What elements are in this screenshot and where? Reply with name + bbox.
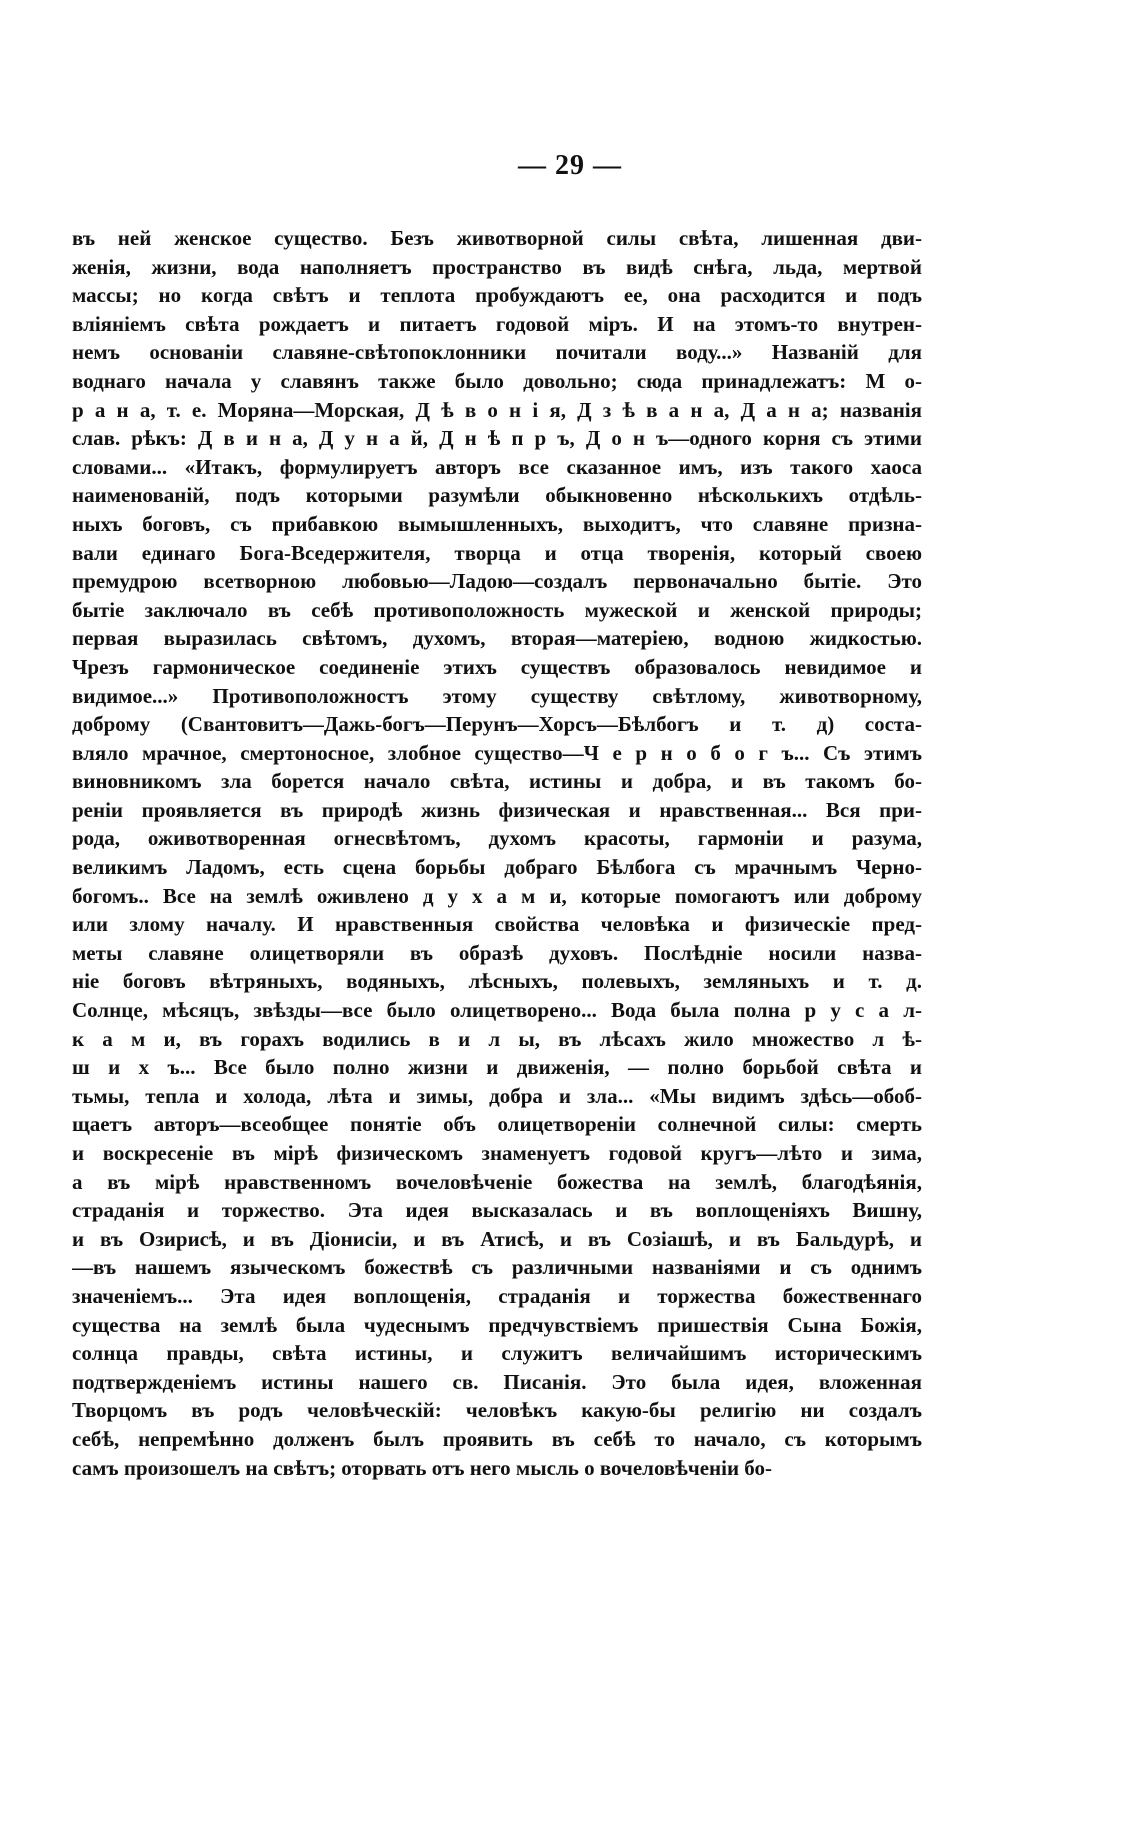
text-line: значеніемъ... Эта идея воплощенія, страданія и торжества божественнаго	[72, 1283, 922, 1308]
text-line: страданія и торжество. Эта идея высказалась и въ воплощеніяхъ Вишну,	[72, 1198, 922, 1223]
text-line: или злому началу. И нравственныя свойства человѣка и физическіе пред-	[72, 912, 922, 937]
text-line: меты славяне олицетворяли въ образѣ духовъ. Послѣдніе носили назва-	[72, 940, 922, 965]
text-line: себѣ, непремѣнно долженъ былъ проявить въ себѣ то начало, съ которымъ	[72, 1426, 922, 1451]
text-line: тьмы, тепла и холода, лѣта и зимы, добра и зла... «Мы видимъ здѣсь—обоб-	[72, 1083, 922, 1108]
text-line: —въ нашемъ языческомъ божествѣ съ различными названіями и съ однимъ	[72, 1255, 922, 1280]
text-line: женія, жизни, вода наполняетъ пространство въ видѣ снѣга, льда, мертвой	[72, 254, 922, 279]
text-line: щаетъ авторъ—всеобщее понятіе объ олицетвореніи солнечной силы: смерть	[72, 1112, 922, 1137]
text-line: к а м и, въ горахъ водились в и л ы, въ лѣсахъ жило множество л ѣ-	[72, 1026, 922, 1051]
text-line: Творцомъ въ родъ человѣческій: человѣкъ какую-бы религію ни создалъ	[72, 1398, 922, 1423]
text-line: немъ основаніи славяне-свѣтопоклонники почитали воду...» Названій для	[72, 340, 922, 365]
text-line: вляло мрачное, смертоносное, злобное существо—Ч е р н о б о г ъ... Съ этимъ	[72, 740, 922, 765]
text-line: а въ мірѣ нравственномъ вочеловѣченіе божества на землѣ, благодѣянія,	[72, 1169, 922, 1194]
body-text	[72, 224, 922, 1482]
text-line: ніе боговъ вѣтряныхъ, водяныхъ, лѣсныхъ, полевыхъ, земляныхъ и т. д.	[72, 969, 922, 994]
text-line: и въ Озирисѣ, и въ Діонисіи, и въ Атисѣ, и въ Созіашѣ, и въ Бальдурѣ, и	[72, 1226, 922, 1251]
text-line: ш и х ъ... Все было полно жизни и движенія, — полно борьбой свѣта и	[72, 1055, 922, 1080]
text-line: слав. рѣкъ: Д в и н а, Д у н а й, Д н ѣ п р ъ, Д о н ъ—одного корня съ этими	[72, 426, 922, 451]
text-line: видимое...» Противоположностъ этому существу свѣтлому, животворному,	[72, 683, 922, 708]
text-line: виновникомъ зла борется начало свѣта, истины и добра, и въ такомъ бо-	[72, 769, 922, 794]
text-line: словами... «Итакъ, формулируетъ авторъ все сказанное имъ, изъ такого хаоса	[72, 454, 922, 479]
text-line: въ ней женское существо. Безъ животворной силы свѣта, лишенная дви-	[72, 226, 922, 250]
text-line: массы; но когда свѣтъ и теплота пробуждаютъ ее, она расходится и подъ	[72, 283, 922, 308]
text-line: и воскресеніе въ мірѣ физическомъ знаменуетъ годовой кругъ—лѣто и зима,	[72, 1141, 922, 1165]
text-line: доброму (Свантовитъ—Дажь-богъ—Перунъ—Хорсъ—Бѣлбогъ и т. д) соста-	[72, 712, 922, 737]
text-line: солнца правды, свѣта истины, и служитъ величайшимъ историческимъ	[72, 1341, 922, 1366]
text-line: ныхъ боговъ, съ прибавкою вымышленныхъ, выходитъ, что славяне призна-	[72, 511, 922, 536]
text-line: р а н а, т. е. Моряна—Морская, Д ѣ в о н і я, Д з ѣ в а н а, Д а н а; названія	[72, 397, 922, 422]
text-line: самъ произошелъ на свѣтъ; оторвать отъ него мысль о вочеловѣченіи бо-	[72, 1455, 773, 1480]
text-line: существа на землѣ была чудеснымъ предчувствіемъ пришествія Сына Божія,	[72, 1312, 922, 1337]
text-line: наименованій, подъ которыми разумѣли обыкновенно нѣсколькихъ отдѣль-	[72, 483, 922, 508]
text-line: Солнце, мѣсяцъ, звѣзды—все было олицетворено... Вода была полна р у с а л-	[72, 998, 922, 1023]
text-line: воднаго начала у славянъ также было довольно; сюда принадлежатъ: М о-	[72, 368, 922, 393]
text-line: богомъ.. Все на землѣ оживлено д у х а м и, которые помогаютъ или доброму	[72, 883, 922, 908]
text-line: вали единаго Бога-Вседержителя, творца и отца творенія, который своею	[72, 540, 922, 565]
page-number: — 29 —	[518, 150, 622, 181]
text-line: бытіе заключало въ себѣ противоположность мужеской и женской природы;	[72, 597, 922, 622]
text-line: премудрою всетворною любовью—Ладою—создалъ первоначально бытіе. Это	[72, 569, 922, 594]
text-line: реніи проявляется въ природѣ жизнь физическая и нравственная... Вся при-	[72, 797, 922, 822]
text-line: вліяніемъ свѣта рождаетъ и питаетъ годовой міръ. И на этомъ-то внутрен-	[72, 311, 922, 336]
text-line: великимъ Ладомъ, есть сцена борьбы добраго Бѣлбога съ мрачнымъ Черно-	[72, 855, 922, 880]
text-line: подтвержденіемъ истины нашего св. Писанія. Это была идея, вложенная	[72, 1369, 922, 1394]
text-line: рода, оживотворенная огнесвѣтомъ, духомъ красоты, гармоніи и разума,	[72, 826, 922, 851]
text-line: Чрезъ гармоническое соединеніе этихъ существъ образовалось невидимое и	[72, 654, 922, 679]
text-line: первая выразилась свѣтомъ, духомъ, вторая—матеріею, водною жидкостью.	[72, 626, 922, 651]
